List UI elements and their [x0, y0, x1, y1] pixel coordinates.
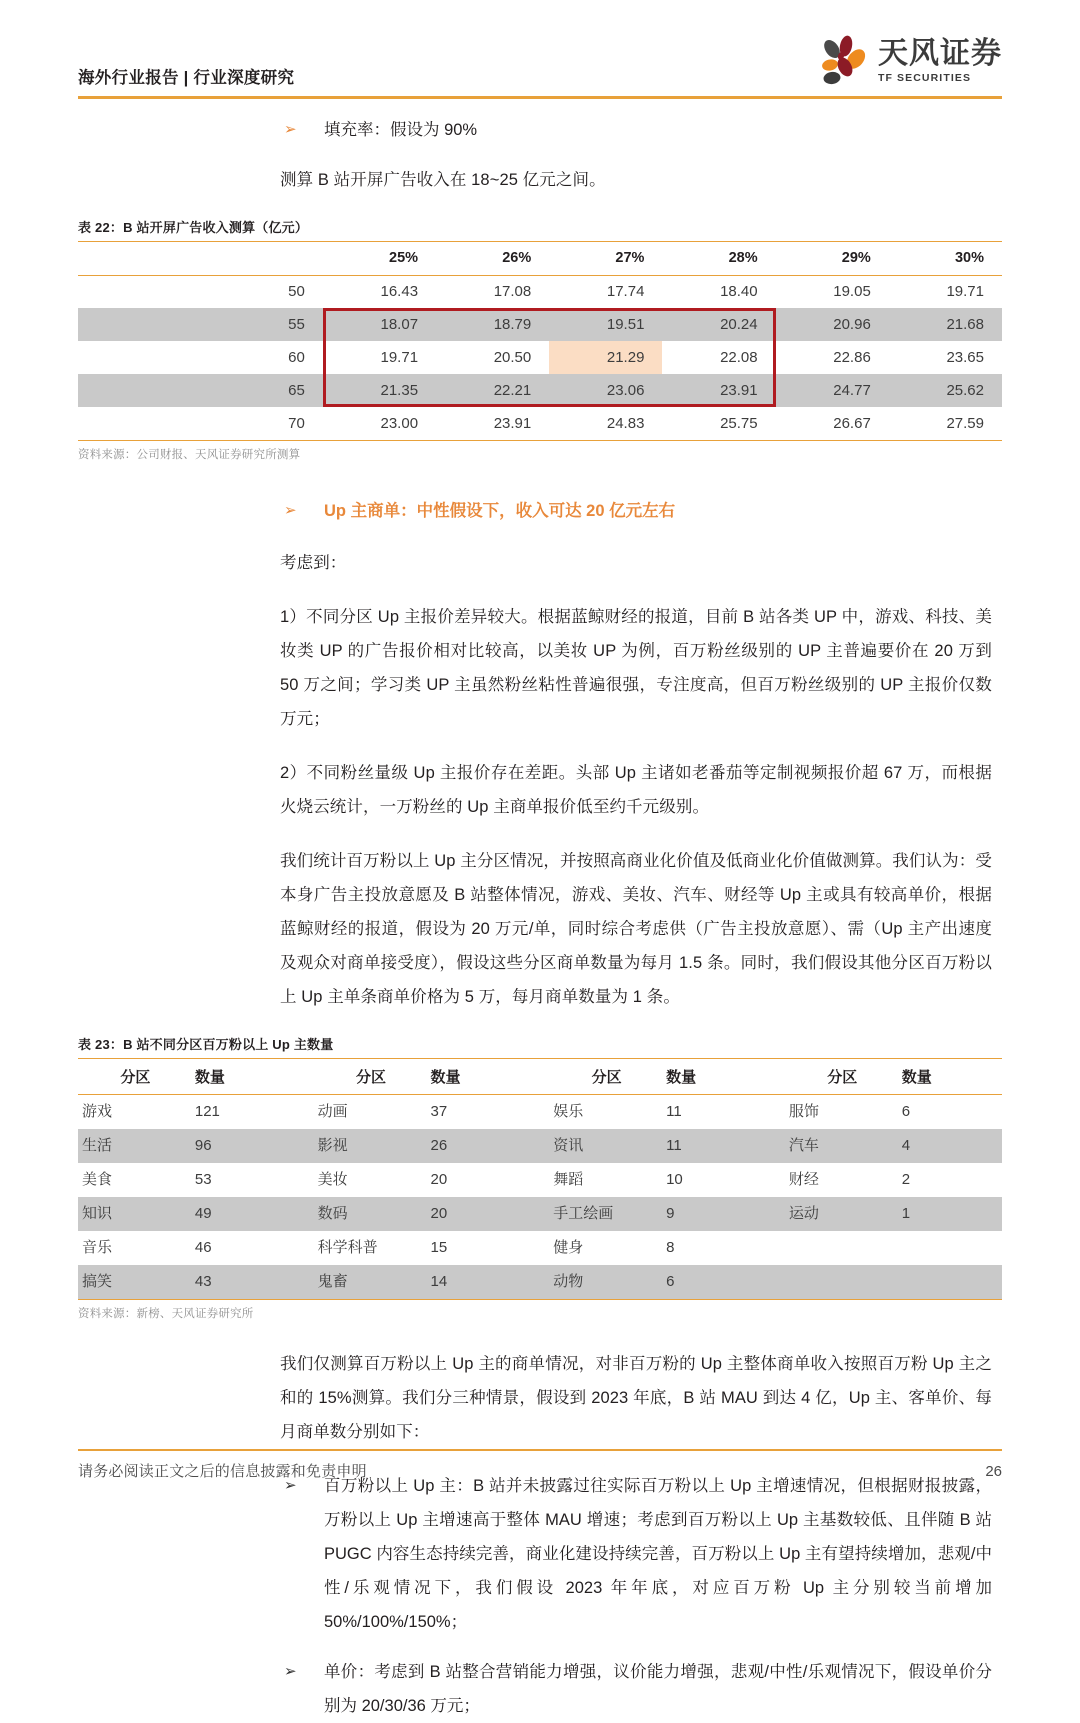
paragraph-3: 我们统计百万粉以上 Up 主分区情况，并按照高商业化价值及低商业化价值做测算。我们认为：受本身广告主投放意愿及 B 站整体情况，游戏、美妆、汽车、财经等 Up 主或具有较高单价，根据蓝鲸财经的报道，假设为 20 万元/单，同时综合考虑供（广告主投放意愿）、需（Up 主产出速度及观众对商单接受度），假设这些分区商单数量为每月 1.5 条。同时，我们假设其他分区百万粉以上 Up 主单条商单价格为 5 万，每月商单数量为 1 条。 — [280, 851, 992, 1006]
bottom-section — [280, 1347, 992, 1723]
table-22-header-row — [78, 241, 1002, 275]
table-23-source: 资料来源：新榜、天风证券研究所 — [78, 1307, 254, 1320]
table-22-r4-c1: 23.91 — [493, 414, 532, 432]
table-23-r2-c5: 10 — [666, 1170, 683, 1188]
tf-flower-logo-icon — [817, 34, 871, 88]
table-22-caption: 表 22：B 站开屏广告收入测算（亿元） — [78, 219, 309, 235]
table-23-r0-c2: 动画 — [317, 1102, 348, 1120]
table-23-r4-c2: 科学科普 — [317, 1238, 378, 1256]
table-22-r4-c4: 26.67 — [833, 414, 871, 432]
table-22-r1-c3: 20.24 — [662, 308, 775, 341]
table-22-r0-c5: 19.71 — [946, 283, 984, 301]
table-23-r2-c7: 2 — [901, 1170, 911, 1188]
table-22-r3-c4: 24.77 — [776, 374, 889, 407]
bullet-fill-rate — [280, 113, 992, 147]
paragraph-4: 我们仅测算百万粉以上 Up 主的商单情况，对非百万粉的 Up 主整体商单收入按照百万粉 Up 主之和的 15%测算。我们分三种情景，假设到 2023 年底，B 站 MAU 到达 4 亿，Up 主、客单价、每月商单数分别如下： — [280, 1354, 992, 1441]
bullet-unit-price-text: 单价：考虑到 B 站整合营销能力增强，议价能力增强，悲观/中性/乐观情况下，假设单价分别为 20/30/36 万元； — [324, 1662, 992, 1715]
brand-name-en: TF SECURITIES — [878, 71, 972, 84]
table-22-head — [78, 241, 1002, 275]
table-23-r0-c3: 37 — [430, 1102, 448, 1120]
table-23-r5-c6 — [785, 1265, 896, 1300]
table-22-r3-c0: 21.35 — [323, 374, 436, 407]
table-23-head — [78, 1058, 1002, 1094]
table-23-r1-c7: 4 — [896, 1129, 1002, 1163]
table-23 — [78, 1058, 1002, 1300]
table-22-r4-c5: 27.59 — [946, 414, 984, 432]
table-22-r1-c1: 18.79 — [436, 308, 549, 341]
table-22-r4-c3: 25.75 — [720, 414, 758, 432]
table-22-col-0 — [78, 241, 323, 275]
table-23-r2-c6: 财经 — [788, 1170, 819, 1188]
table-22-r1-label: 55 — [78, 308, 323, 341]
table-23-col-2: 分区 — [356, 1068, 387, 1086]
table-22-r3-c2: 23.06 — [549, 374, 662, 407]
table-23-header-row — [78, 1058, 1002, 1094]
table-23-r2-c4: 舞蹈 — [553, 1170, 584, 1188]
page-content — [0, 113, 1080, 1723]
table-22-r2-c1: 20.50 — [493, 349, 532, 366]
table-23-r0-c6: 服饰 — [788, 1102, 819, 1120]
table-23-r4-c7 — [896, 1231, 1002, 1265]
page-header — [78, 0, 1002, 96]
bullet-fill-rate-text: 填充率：假设为 90% — [324, 120, 478, 139]
page-footer — [78, 1449, 1002, 1482]
table-23-r4-c6 — [785, 1231, 896, 1265]
table-row — [78, 275, 1002, 308]
table-23-r3-c1: 49 — [189, 1197, 314, 1231]
table-22-r0-c0: 16.43 — [380, 283, 419, 301]
table-22-col-6: 30% — [954, 250, 984, 266]
table-23-r1-c3: 26 — [424, 1129, 549, 1163]
table-22-source: 资料来源：公司财报、天风证券研究所测算 — [78, 448, 301, 461]
table-23-r0-c5: 11 — [666, 1102, 682, 1120]
table-22-r0-c4: 19.05 — [833, 283, 871, 301]
table-23-r5-c3: 14 — [424, 1265, 549, 1300]
table-23-r2-c0: 美食 — [82, 1170, 113, 1188]
table-22-r0-c2: 17.74 — [606, 283, 645, 301]
table-22-r3-c3: 23.91 — [662, 374, 775, 407]
table-22-col-5: 29% — [841, 250, 871, 266]
table-22-r0-c1: 17.08 — [493, 283, 532, 301]
brand-wordmark — [878, 35, 1002, 84]
table-row — [78, 407, 1002, 440]
table-23-r0-c7: 6 — [901, 1102, 911, 1120]
table-22-r2-c3: 22.08 — [720, 349, 758, 366]
table-23-r2-c2: 美妆 — [317, 1170, 348, 1188]
paragraph-1: 1）不同分区 Up 主报价差异较大。根据蓝鲸财经的报道，目前 B 站各类 UP 中，游戏、科技、美妆类 UP 的广告报价相对比较高，以美妆 UP 为例，百万粉丝级别的 UP 主普遍要价在 20 万到 50 万之间；学习类 UP 主虽然粉丝粘性普遍很强，专注度高，但百万粉丝级别的 UP 主报价仅数万元； — [280, 607, 992, 728]
table-22-r1-c0: 18.07 — [323, 308, 436, 341]
table-23-r1-c4: 资讯 — [549, 1129, 660, 1163]
table-22-col-4: 28% — [728, 250, 758, 266]
table-23-r4-c4: 健身 — [553, 1238, 584, 1256]
bullet-million-fans-text: 百万粉以上 Up 主：B 站并未披露过往实际百万粉以上 Up 主增速情况，但根据财报披露，万粉以上 Up 主增速高于整体 MAU 增速；考虑到百万粉以上 Up 主基数较低、且伴随 B 站 PUGC 内容生态持续完善，商业化建设持续完善，百万粉以上 Up 主有望持续增加，悲观/中性/乐观情况下，我们假设 2023 年年底，对应百万粉 Up 主分别较当前增加 50%/100%/150%； — [324, 1476, 992, 1631]
table-23-r0-c4: 娱乐 — [553, 1102, 584, 1120]
table-22-col-3: 27% — [615, 250, 645, 266]
table-row — [78, 341, 1002, 374]
table-23-col-6: 分区 — [827, 1068, 858, 1086]
table-22-col-2: 26% — [502, 250, 532, 266]
table-23-r4-c1: 46 — [194, 1238, 212, 1256]
table-23-r4-c3: 15 — [430, 1238, 448, 1256]
table-23-r5-c0: 搞笑 — [78, 1265, 189, 1300]
table-22-r0-c3: 18.40 — [720, 283, 758, 301]
table-row — [78, 1231, 1002, 1265]
table-23-col-1: 数量 — [194, 1068, 225, 1086]
table-23-r5-c2: 鬼畜 — [314, 1265, 425, 1300]
paragraph-2: 2）不同粉丝量级 Up 主报价存在差距。头部 Up 主诸如老番茄等定制视频报价超 67 万，而根据火烧云统计，一万粉丝的 Up 主商单报价低至约千元级别。 — [280, 763, 992, 816]
table-23-r2-c3: 20 — [430, 1170, 448, 1188]
brand-logo — [817, 34, 1002, 90]
table-23-r5-c4: 动物 — [549, 1265, 660, 1300]
table-23-r4-c5: 8 — [666, 1238, 675, 1256]
table-23-r1-c2: 影视 — [314, 1129, 425, 1163]
table-row — [78, 308, 1002, 341]
footer-disclaimer: 请务必阅读正文之后的信息披露和免责申明 — [78, 1463, 367, 1480]
table-22-r4-label: 70 — [288, 414, 305, 432]
up-section — [280, 494, 992, 1014]
table-23-r3-c7: 1 — [896, 1197, 1002, 1231]
table-22-r3-c5: 25.62 — [889, 374, 1002, 407]
table-23-r3-c5: 9 — [660, 1197, 785, 1231]
table-23-r2-c1: 53 — [194, 1170, 212, 1188]
table-23-r3-c3: 20 — [424, 1197, 549, 1231]
chevron-bullet-icon: ➢ — [284, 1662, 297, 1680]
table-23-r5-c1: 43 — [189, 1265, 314, 1300]
table-22-r3-c1: 22.21 — [436, 374, 549, 407]
table-22-r1-c2: 19.51 — [549, 308, 662, 341]
top-section — [280, 113, 992, 197]
bullet-million-fans — [280, 1469, 992, 1639]
table-23-col-4: 分区 — [591, 1068, 622, 1086]
header-title: 海外行业报告 | 行业深度研究 — [78, 69, 295, 87]
table-23-r1-c0: 生活 — [78, 1129, 189, 1163]
table-22-r1-c4: 20.96 — [776, 308, 889, 341]
table-23-col-7: 数量 — [901, 1068, 932, 1086]
table-23-r3-c0: 知识 — [78, 1197, 189, 1231]
table-row — [78, 1265, 1002, 1300]
table-23-r5-c7 — [896, 1265, 1002, 1300]
table-row — [78, 1129, 1002, 1163]
chevron-bullet-icon: ➢ — [284, 501, 297, 519]
table-23-r1-c6: 汽车 — [785, 1129, 896, 1163]
table-23-r4-c0: 音乐 — [82, 1238, 113, 1256]
table-22-r2-c0: 19.71 — [380, 349, 419, 366]
table-22-col-1: 25% — [389, 250, 419, 266]
table-23-body — [78, 1094, 1002, 1299]
table-23-r3-c2: 数码 — [314, 1197, 425, 1231]
table-row — [78, 374, 1002, 407]
header-divider — [78, 96, 1002, 99]
table-23-r5-c5: 6 — [660, 1265, 785, 1300]
table-22-r2-c2-highlight: 21.29 — [549, 341, 662, 374]
table-23-col-3: 数量 — [430, 1068, 461, 1086]
intro-paragraph: 测算 B 站开屏广告收入在 18~25 亿元之间。 — [280, 170, 606, 189]
table-row — [78, 1094, 1002, 1129]
table-22-r2-label: 60 — [288, 349, 305, 366]
table-22 — [78, 241, 1002, 441]
chevron-bullet-icon: ➢ — [284, 1476, 297, 1494]
bullet-unit-price — [280, 1655, 992, 1723]
table-23-r0-c1: 121 — [194, 1102, 220, 1120]
table-row — [78, 1197, 1002, 1231]
table-22-r4-c0: 23.00 — [380, 414, 419, 432]
footer-divider — [78, 1449, 1002, 1452]
table-23-r1-c5: 11 — [660, 1129, 785, 1163]
table-22-r3-label: 65 — [78, 374, 323, 407]
section-heading-text: Up 主商单：中性假设下，收入可达 20 亿元左右 — [324, 501, 676, 520]
footer-content — [78, 1460, 1002, 1481]
table-22-r1-c5: 21.68 — [889, 308, 1002, 341]
table-22-block — [78, 217, 1002, 462]
table-22-r0-label: 50 — [288, 283, 305, 301]
table-23-col-5: 数量 — [666, 1068, 697, 1086]
chevron-bullet-icon: ➢ — [284, 120, 297, 138]
table-23-block — [78, 1034, 1002, 1321]
table-22-r2-c4: 22.86 — [833, 349, 871, 366]
table-22-body — [78, 275, 1002, 440]
brand-name-cn: 天风证券 — [878, 35, 1002, 71]
table-23-col-0: 分区 — [120, 1068, 151, 1086]
table-22-wrapper — [78, 241, 1002, 441]
table-23-r1-c1: 96 — [189, 1129, 314, 1163]
paragraph-consider: 考虑到： — [280, 553, 347, 572]
table-23-r0-c0: 游戏 — [82, 1102, 113, 1120]
table-22-r4-c2: 24.83 — [606, 414, 645, 432]
table-row — [78, 1163, 1002, 1197]
table-22-r2-c5: 23.65 — [946, 349, 984, 366]
table-23-r3-c6: 运动 — [785, 1197, 896, 1231]
page-number: 26 — [985, 1463, 1002, 1480]
table-23-caption: 表 23：B 站不同分区百万粉以上 Up 主数量 — [78, 1036, 334, 1052]
table-23-r3-c4: 手工绘画 — [549, 1197, 660, 1231]
section-heading-up-orders — [280, 494, 992, 528]
